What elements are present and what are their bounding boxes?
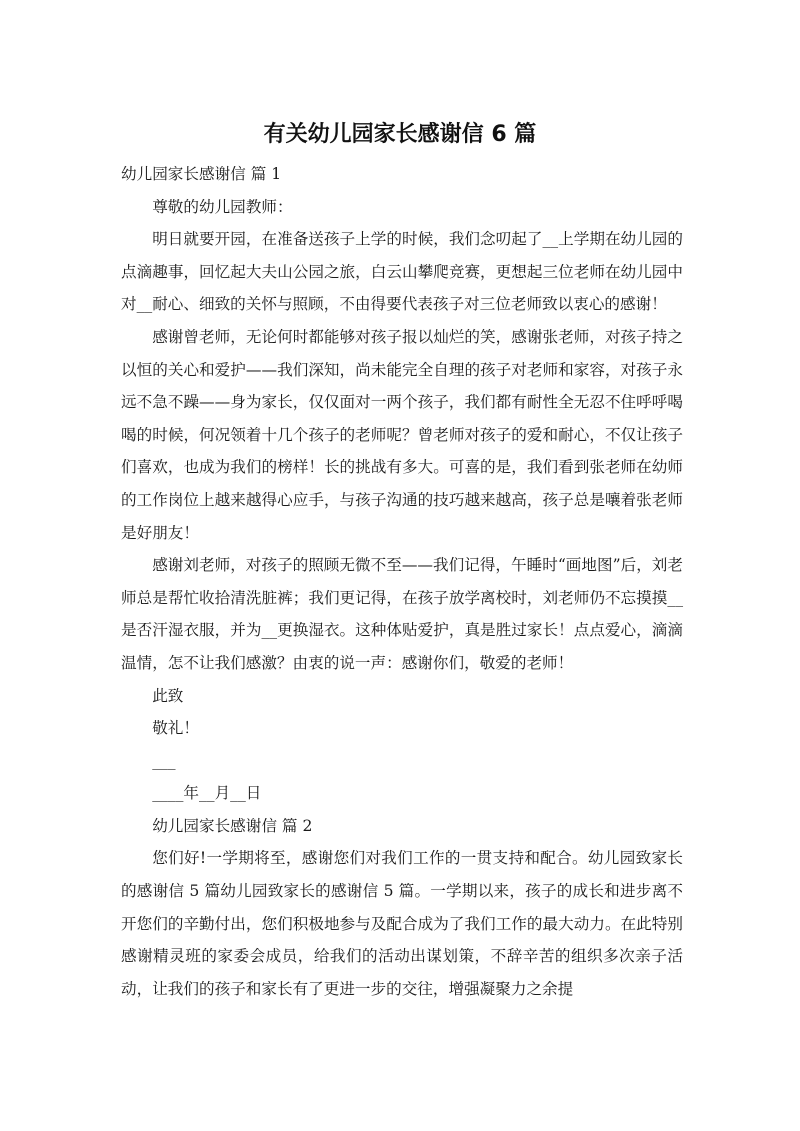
salutation: 尊敬的幼儿园教师： [152, 197, 293, 216]
document-body [121, 158, 683, 1005]
signature-blank: ___ [152, 751, 176, 770]
paragraph-4: 您们好!一学期将至，感谢您们对我们工作的一贯支持和配合。幼儿园致家长的感谢信 5 篇幼儿园致家长的感谢信 5 篇。一学期以来，孩子的成长和进步离不开您们的辛勤付出，您们积极地参与及配合成为了我们工作的最大动力。在此特别感谢精灵班的家委会成员，给我们的活动出谋划策，不辞辛苦的组织多次亲子活动，让我们的孩子和家长有了更进一步的交往，增强凝聚力之余提 [121, 849, 683, 998]
section-1-heading: 幼儿园家长感谢信 篇 1 [121, 165, 282, 183]
document-title: 有关幼儿园家长感谢信 6 篇 [263, 122, 537, 147]
closing-line-2: 敬礼！ [152, 719, 199, 738]
date-line: ____年__月__日 [152, 784, 262, 803]
closing-line-1: 此致 [152, 686, 184, 705]
paragraph-1: 明日就要开园，在准备送孩子上学的时候，我们念叨起了__上学期在幼儿园的点滴趣事，回忆起大夫山公园之旅，白云山攀爬竞赛，更想起三位老师在幼儿园中对__耐心、细致的关怀与照顾，不由得要代表孩子对三位老师致以衷心的感谢！ [121, 230, 683, 314]
paragraph-2: 感谢曾老师，无论何时都能够对孩子报以灿烂的笑，感谢张老师，对孩子持之以恒的关心和爱护——我们深知，尚未能完全自理的孩子对老师和家容，对孩子永远不急不躁——身为家长，仅仅面对一两个孩子，我们都有耐性全无忍不住呼呼喝喝的时候，何况领着十几个孩子的老师呢？曾老师对孩子的爱和耐心，不仅让孩子们喜欢，也成为我们的榜样！长的挑战有多大。可喜的是，我们看到张老师在幼师的工作岗位上越来越得心应手，与孩子沟通的技巧越来越高，孩子总是嚷着张老师是好朋友！ [121, 327, 683, 542]
section-2-heading: 幼儿园家长感谢信 篇 2 [152, 816, 313, 835]
paragraph-3: 感谢刘老师，对孩子的照顾无微不至——我们记得，午睡时“画地图”后，刘老师总是帮忙收拾清洗脏裤；我们更记得，在孩子放学离校时，刘老师仍不忘摸摸__是否汗湿衣服，并为__更换湿衣。这种体贴爱护，真是胜过家长！点点爱心，滴滴温情，怎不让我们感激？由衷的说一声：感谢你们，敬爱的老师！ [121, 556, 683, 672]
